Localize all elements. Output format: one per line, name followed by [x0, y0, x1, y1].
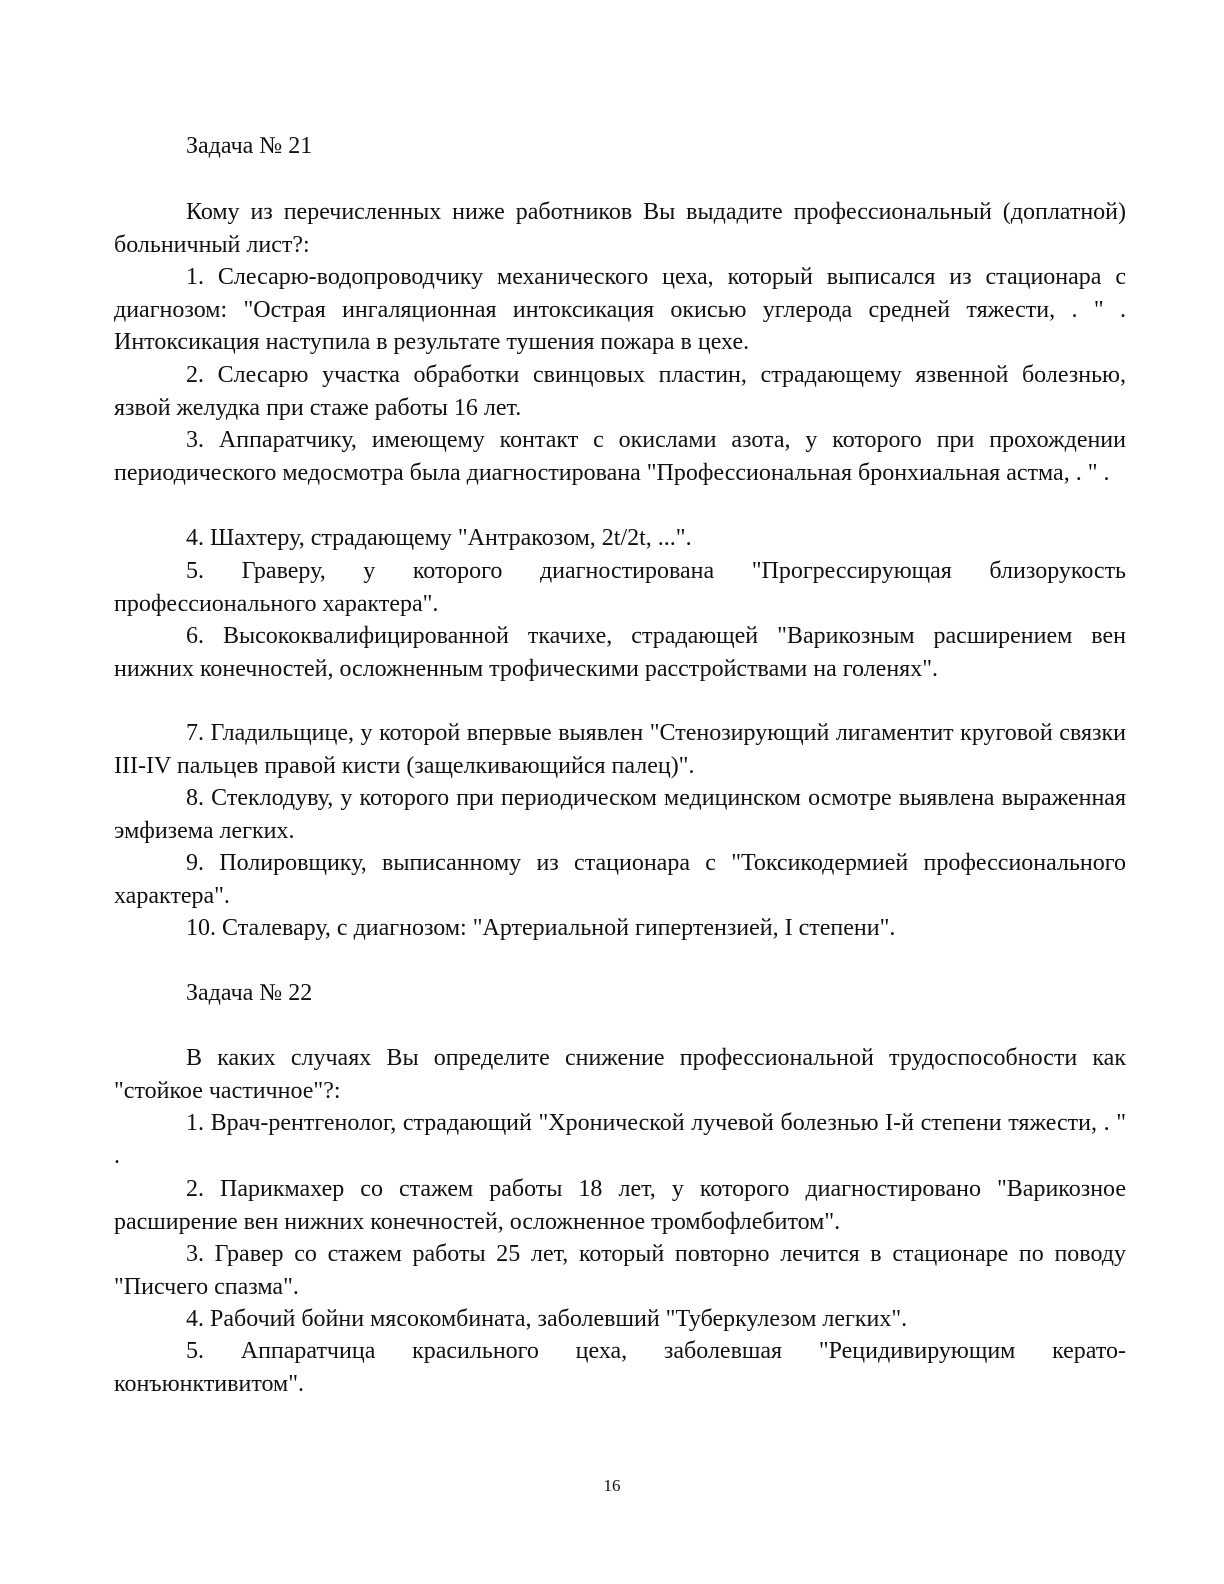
task-21-item-9: 9. Полировщику, выписанному из стационара с "Токсикодермией профессионального характера". — [114, 850, 1126, 909]
task-21-item-3: 3. Аппаратчику, имеющему контакт с окислами азота, у которого при прохождении периодического медосмотра была диагностирована "Профессиональная бронхиальная астма, . " . — [114, 427, 1126, 486]
task-22-title: Задача № 22 — [186, 980, 313, 1006]
task-22-item-3: 3. Гравер со стажем работы 25 лет, который повторно лечится в стационаре по поводу "Писчего спазма". — [114, 1241, 1126, 1300]
task-21-item-5: 5. Граверу, у которого диагностирована "Прогрессирующая близорукость профессионального характера". — [114, 558, 1126, 617]
task-21-item-4: 4. Шахтеру, страдающему "Антракозом, 2t/2t, ...". — [186, 525, 692, 551]
task-22-item-4: 4. Рабочий бойни мясокомбината, заболевший "Туберкулезом легких". — [186, 1306, 908, 1332]
task-21-item-2: 2. Слесарю участка обработки свинцовых пластин, страдающему язвенной болезнью, язвой желудка при стаже работы 16 лет. — [114, 362, 1126, 421]
task-21-item-7: 7. Гладильщице, у которой впервые выявлен "Стенозирующий лигаментит круговой связки III-IV пальцев правой кисти (защелкивающийся палец)". — [114, 720, 1126, 779]
task-21-question: Кому из перечисленных ниже работников Вы выдадите профессиональный (доплатной) больничный лист?: — [114, 199, 1126, 258]
page-number: 16 — [603, 1476, 621, 1495]
task-21-item-6: 6. Высококвалифицированной ткачихе, страдающей "Варикозным расширением вен нижних конечностей, осложненным трофическими расстройствами на голенях". — [114, 623, 1126, 682]
task-21-title: Задача № 21 — [186, 133, 313, 159]
task-21-item-1: 1. Слесарю-водопроводчику механического цеха, который выписался из стационара с диагнозом: "Острая ингаляционная интоксикация окисью углерода средней тяжести, . " . Интоксикация наступила в результате тушения пожара в цехе. — [114, 264, 1126, 356]
task-21-item-8: 8. Стеклодуву, у которого при периодическом медицинском осмотре выявлена выраженная эмфизема легких. — [114, 785, 1126, 844]
task-22-item-5: 5. Аппаратчица красильного цеха, заболевшая "Рецидивирующим керато-конъюнктивитом". — [114, 1338, 1126, 1397]
task-21-item-10: 10. Сталевару, с диагнозом: "Артериальной гипертензией, I степени". — [186, 915, 896, 941]
task-22-item-1: 1. Врач-рентгенолог, страдающий "Хронической лучевой болезнью I-й степени тяжести, . " . — [114, 1110, 1126, 1169]
task-22-question: В каких случаях Вы определите снижение профессиональной трудоспособности как "стойкое частичное"?: — [114, 1045, 1126, 1104]
task-22-item-2: 2. Парикмахер со стажем работы 18 лет, у которого диагностировано "Варикозное расширение вен нижних конечностей, осложненное тромбофлебитом". — [114, 1176, 1126, 1235]
